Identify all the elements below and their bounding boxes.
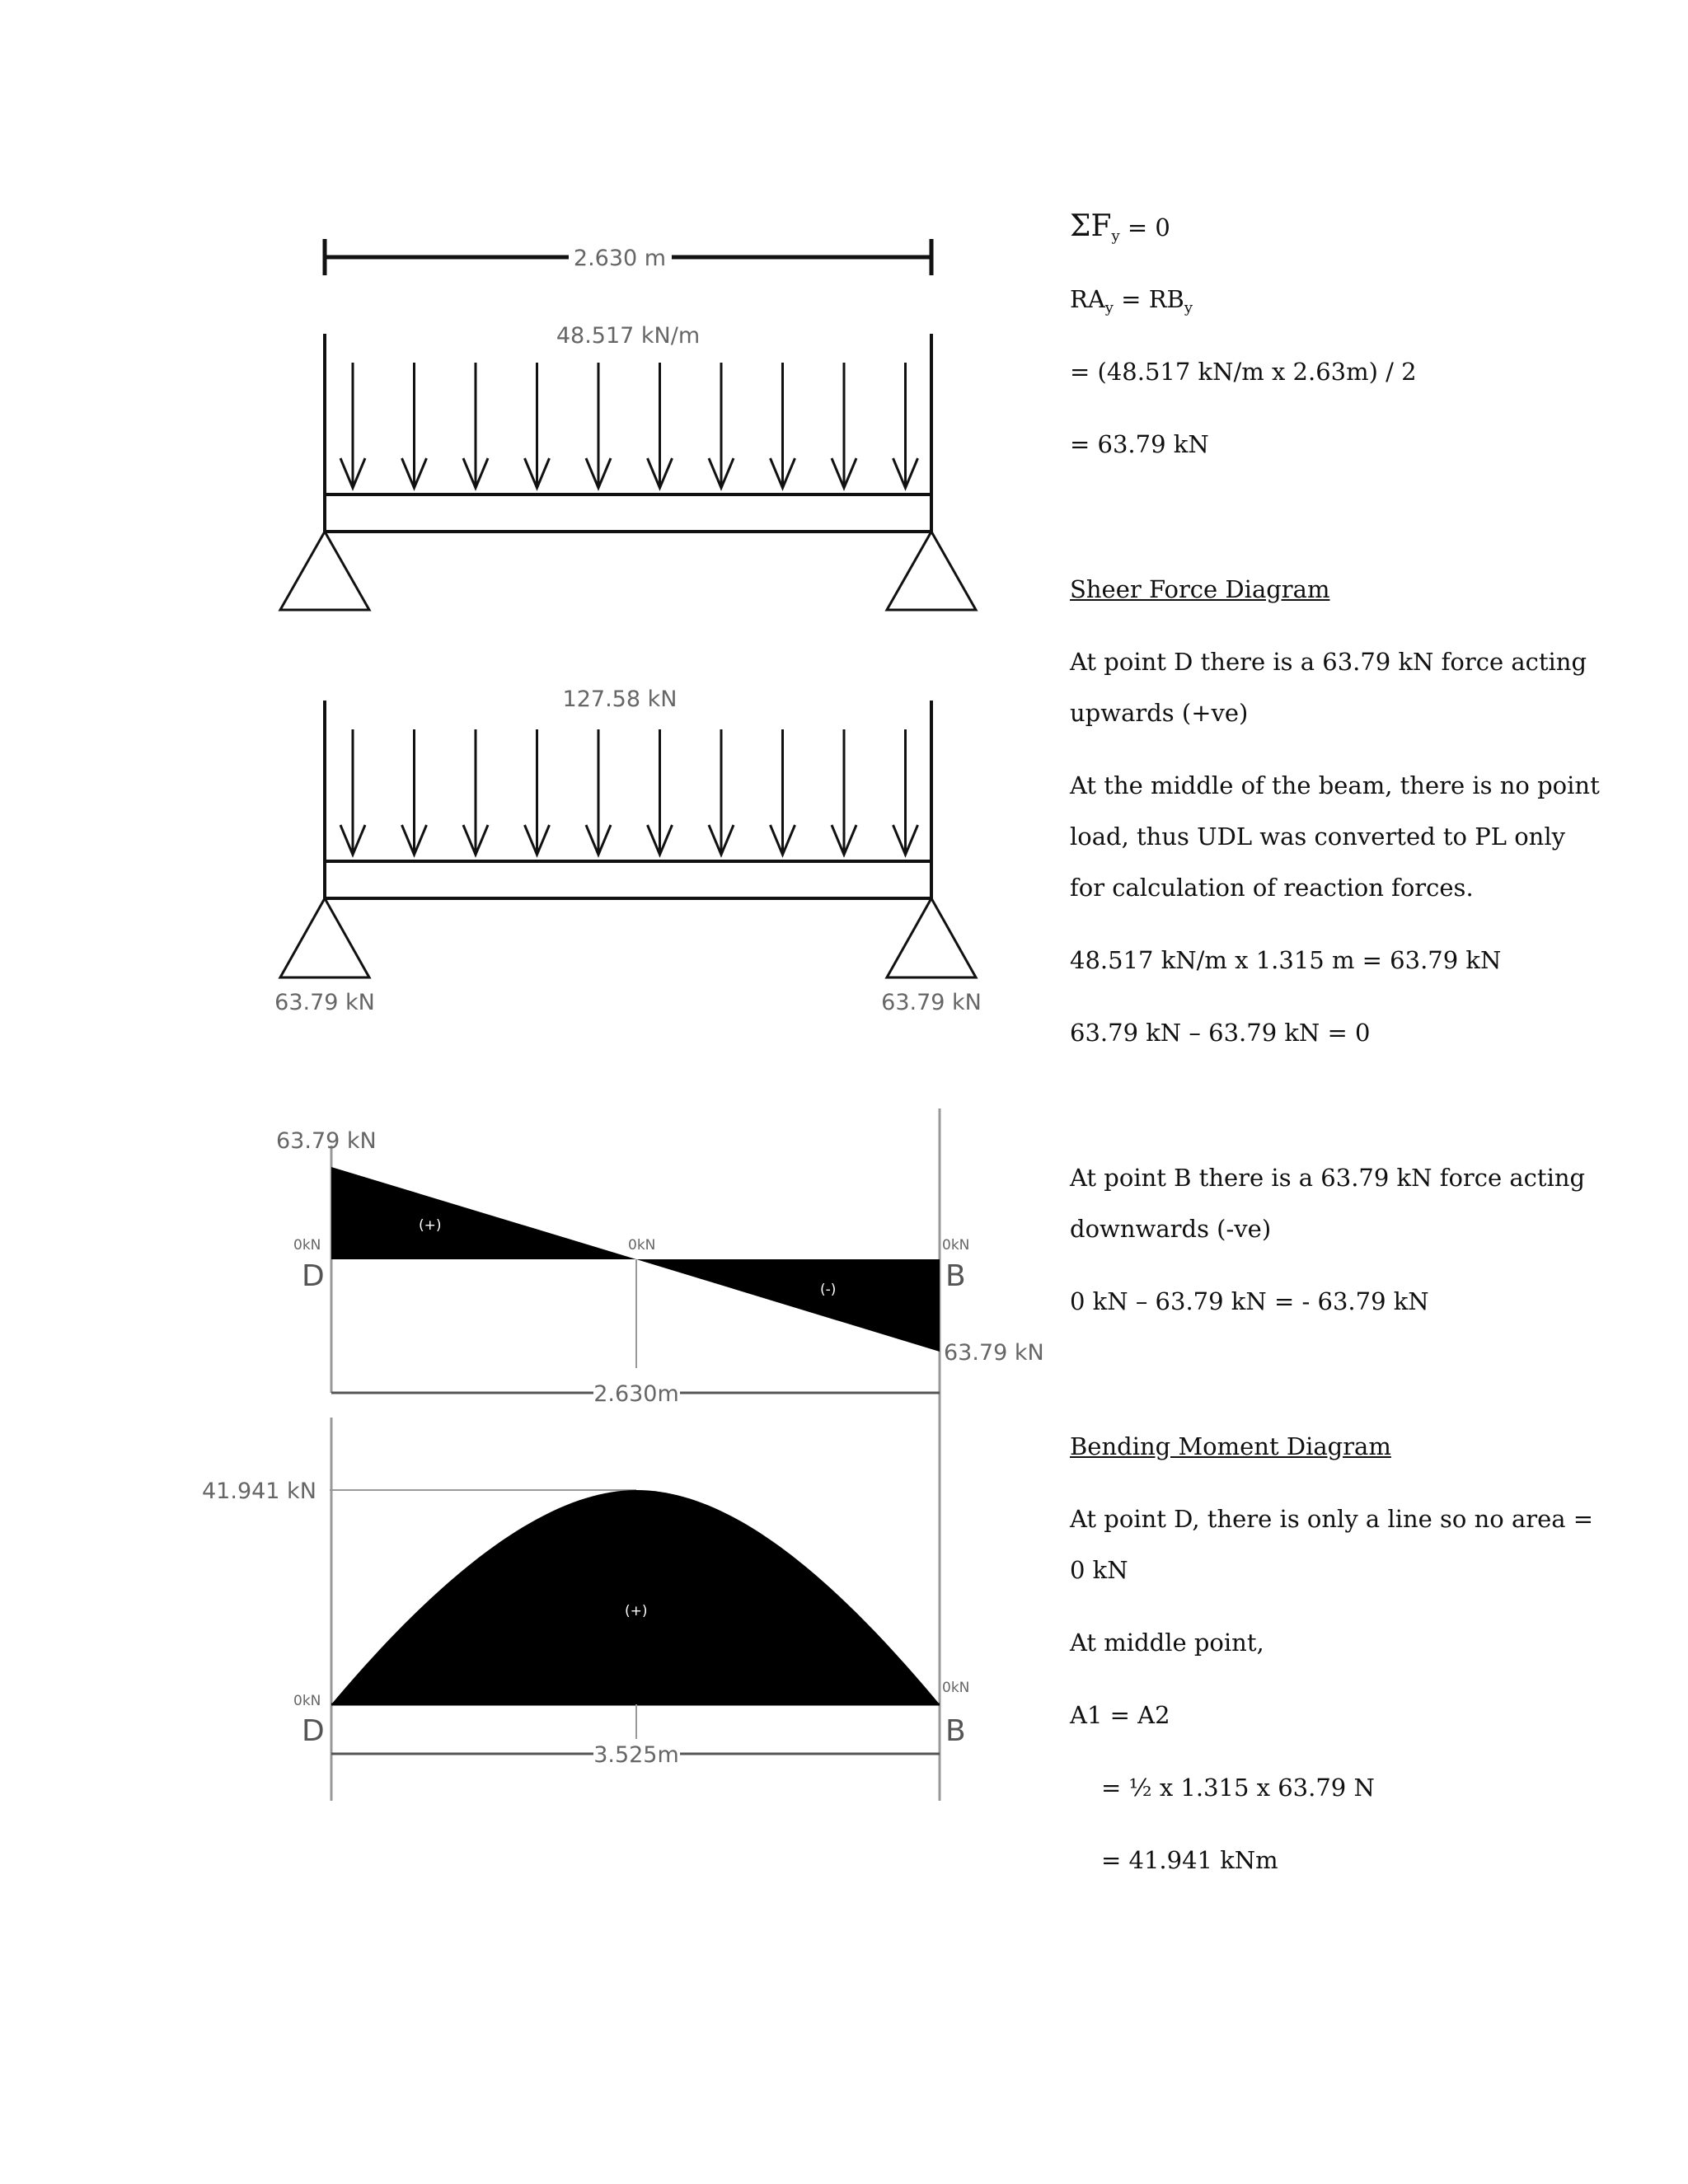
moment-span-label: 3.525m <box>593 1742 679 1768</box>
moment-result-line: = 41.941 kNm <box>1101 1846 1278 1874</box>
shear-positive-sign: (+) <box>419 1217 442 1234</box>
down-arrow-icon <box>586 363 611 488</box>
shear-paragraph-line: for calculation of reaction forces. <box>1070 874 1474 902</box>
shear-zero-mid: 0kN <box>628 1237 656 1254</box>
shear-paragraph-line: At point B there is a 63.79 kN force acting <box>1070 1164 1586 1192</box>
calc-line: = (48.517 kN/m x 2.63m) / 2 <box>1070 358 1417 386</box>
sum-symbol: ΣF <box>1070 209 1112 243</box>
shear-top-value: 63.79 kN <box>276 1128 377 1154</box>
moment-point-b: B <box>945 1714 966 1748</box>
shear-zero-right: 0kN <box>942 1237 970 1254</box>
shear-calc-line: 63.79 kN – 63.79 kN = 0 <box>1070 1019 1371 1047</box>
moment-calc-line: = ½ x 1.315 x 63.79 N <box>1101 1774 1375 1802</box>
moment-equation-line: A1 = A2 <box>1070 1701 1170 1729</box>
moment-point-d: D <box>302 1714 325 1748</box>
udl-arrows <box>340 363 918 488</box>
right-support-icon <box>887 898 976 977</box>
reactions-equal-line <box>1070 285 1193 316</box>
down-arrow-icon <box>648 363 673 488</box>
down-arrow-icon <box>771 363 795 488</box>
shear-calc-line: 0 kN – 63.79 kN = - 63.79 kN <box>1070 1287 1429 1315</box>
udl-label: 48.517 kN/m <box>556 323 701 349</box>
down-arrow-icon <box>340 729 365 855</box>
rb-label: = RB <box>1113 285 1184 313</box>
moment-paragraph-line: At point D, there is only a line so no area = <box>1070 1505 1594 1533</box>
shear-calc-line: 48.517 kN/m x 1.315 m = 63.79 kN <box>1070 946 1502 974</box>
shear-negative-sign: (-) <box>820 1282 837 1298</box>
shear-bottom-value: 63.79 kN <box>944 1340 1044 1366</box>
down-arrow-icon <box>832 729 856 855</box>
moment-paragraph-line: At middle point, <box>1070 1629 1264 1657</box>
bending-moment-diagram <box>202 1418 969 1801</box>
beam <box>325 494 931 532</box>
shear-span-label: 2.630m <box>593 1381 679 1407</box>
right-support-icon <box>887 532 976 610</box>
left-reaction-label: 63.79 kN <box>274 990 375 1015</box>
down-arrow-icon <box>771 729 795 855</box>
left-support-icon <box>280 532 369 610</box>
down-arrow-icon <box>463 363 488 488</box>
sum-subscript: y <box>1111 227 1120 245</box>
point-load-label: 127.58 kN <box>562 687 678 712</box>
shear-heading: Sheer Force Diagram <box>1070 575 1330 603</box>
equivalent-diagram <box>274 687 982 1015</box>
moment-heading: Bending Moment Diagram <box>1070 1432 1391 1460</box>
down-arrow-icon <box>893 363 918 488</box>
udl-arrows-equivalent <box>340 729 918 855</box>
beam <box>325 861 931 898</box>
ra-subscript: y <box>1104 299 1114 316</box>
down-arrow-icon <box>402 729 427 855</box>
down-arrow-icon <box>463 729 488 855</box>
down-arrow-icon <box>525 363 550 488</box>
moment-area <box>331 1490 940 1704</box>
rb-subscript: y <box>1184 299 1193 316</box>
down-arrow-icon <box>586 729 611 855</box>
shear-paragraph-line: load, thus UDL was converted to PL only <box>1070 823 1566 851</box>
left-support-icon <box>280 898 369 977</box>
down-arrow-icon <box>340 363 365 488</box>
down-arrow-icon <box>709 363 734 488</box>
right-reaction-label: 63.79 kN <box>881 990 982 1015</box>
shear-point-d: D <box>302 1259 325 1293</box>
shear-negative-area <box>636 1259 940 1352</box>
calc-result-line: = 63.79 kN <box>1070 430 1209 458</box>
load-diagram <box>280 239 976 610</box>
shear-paragraph-line: upwards (+ve) <box>1070 699 1249 727</box>
shear-point-b: B <box>945 1259 966 1293</box>
moment-max-value: 41.941 kN <box>202 1479 316 1504</box>
moment-paragraph-line: 0 kN <box>1070 1556 1128 1584</box>
down-arrow-icon <box>525 729 550 855</box>
down-arrow-icon <box>709 729 734 855</box>
down-arrow-icon <box>402 363 427 488</box>
down-arrow-icon <box>832 363 856 488</box>
sum-forces-line <box>1070 209 1170 245</box>
moment-zero-left: 0kN <box>293 1693 321 1709</box>
shear-zero-left: 0kN <box>293 1237 321 1254</box>
down-arrow-icon <box>648 729 673 855</box>
moment-zero-right: 0kN <box>942 1680 970 1696</box>
shear-paragraph-line: At the middle of the beam, there is no point <box>1070 771 1600 799</box>
sum-suffix: = 0 <box>1119 213 1170 241</box>
shear-paragraph-line: downwards (-ve) <box>1070 1215 1272 1243</box>
moment-positive-sign: (+) <box>625 1603 648 1619</box>
shear-positive-area <box>331 1167 636 1259</box>
shear-paragraph-line: At point D there is a 63.79 kN force acting <box>1070 648 1587 676</box>
ra-label: RA <box>1070 285 1105 313</box>
span-label: 2.630 m <box>573 246 667 271</box>
down-arrow-icon <box>893 729 918 855</box>
